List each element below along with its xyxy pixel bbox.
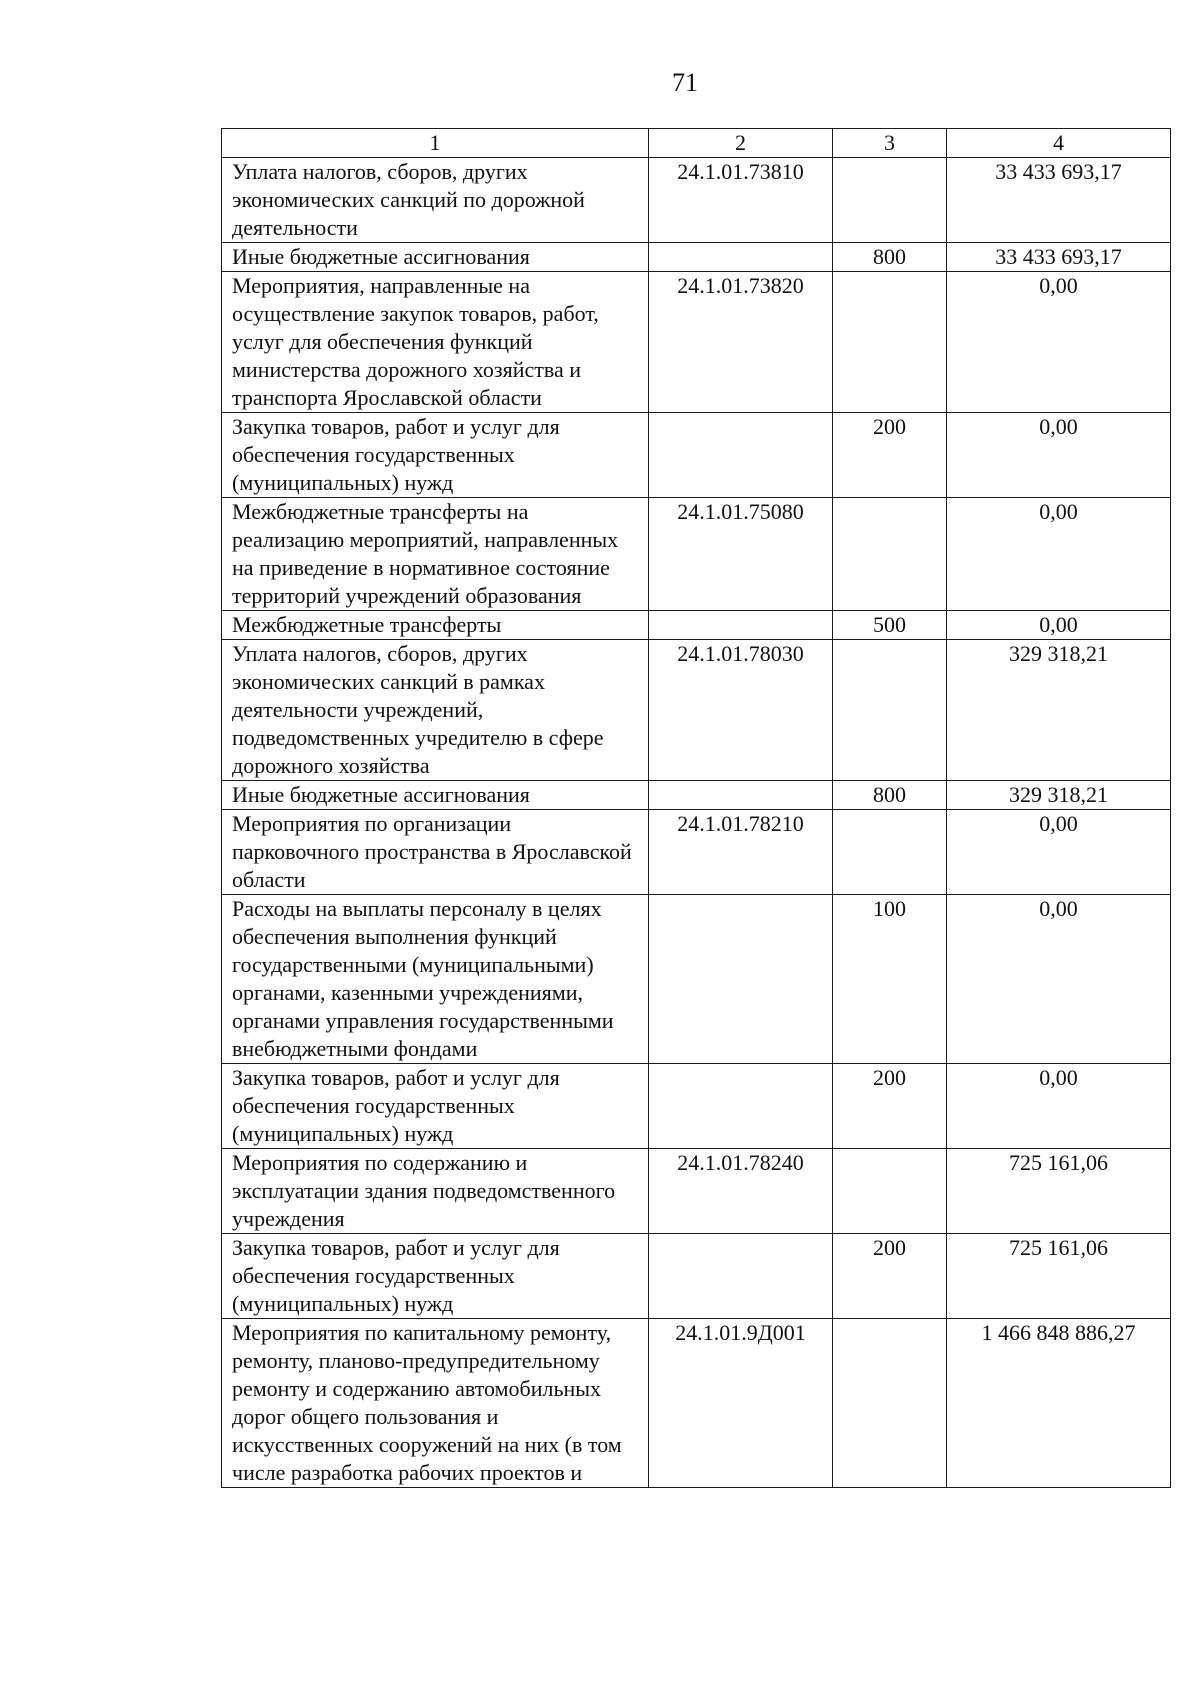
row-type: 200: [833, 413, 947, 498]
table-row: [222, 272, 1171, 413]
table-row: [222, 640, 1171, 781]
row-type: 200: [833, 1234, 947, 1319]
row-name: Расходы на выплаты персоналу в целях обеспечения выполнения функций государственными (муниципальными) органами, казенными учреждениями, органами управления государственными внебюджетными фондами: [222, 895, 649, 1064]
row-type: [833, 810, 947, 895]
row-type: 800: [833, 781, 947, 810]
row-name: Иные бюджетные ассигнования: [222, 781, 649, 810]
row-type: [833, 498, 947, 611]
budget-table: [221, 128, 1171, 1488]
header-col-1: 1: [222, 129, 649, 158]
row-type: [833, 158, 947, 243]
row-amount: 0,00: [947, 810, 1171, 895]
table-row: [222, 1149, 1171, 1234]
row-type: 200: [833, 1064, 947, 1149]
row-name: Уплата налогов, сборов, других экономических санкций по дорожной деятельности: [222, 158, 649, 243]
table-row: [222, 895, 1171, 1064]
row-code: 24.1.01.78210: [649, 810, 833, 895]
row-code: [649, 243, 833, 272]
row-name: Иные бюджетные ассигнования: [222, 243, 649, 272]
table-row: [222, 158, 1171, 243]
row-name: Закупка товаров, работ и услуг для обеспечения государственных (муниципальных) нужд: [222, 1234, 649, 1319]
row-type: 500: [833, 611, 947, 640]
header-col-4: 4: [947, 129, 1171, 158]
row-name: Межбюджетные трансферты: [222, 611, 649, 640]
table-row: [222, 413, 1171, 498]
table-row: [222, 1064, 1171, 1149]
row-code: 24.1.01.75080: [649, 498, 833, 611]
row-name: Уплата налогов, сборов, других экономических санкций в рамках деятельности учреждений, подведомственных учредителю в сфере дорожного хозяйства: [222, 640, 649, 781]
row-name: Мероприятия по капитальному ремонту, ремонту, планово-предупредительному ремонту и содержанию автомобильных дорог общего пользования и искусственных сооружений на них (в том числе разработка рабочих проектов и: [222, 1319, 649, 1488]
row-code: 24.1.01.73820: [649, 272, 833, 413]
row-name: Межбюджетные трансферты на реализацию мероприятий, направленных на приведение в нормативное состояние территорий учреждений образования: [222, 498, 649, 611]
row-amount: 0,00: [947, 1064, 1171, 1149]
row-code: 24.1.01.73810: [649, 158, 833, 243]
row-amount: 725 161,06: [947, 1234, 1171, 1319]
row-amount: 33 433 693,17: [947, 158, 1171, 243]
table-row: [222, 611, 1171, 640]
row-name: Закупка товаров, работ и услуг для обеспечения государственных (муниципальных) нужд: [222, 413, 649, 498]
row-code: 24.1.01.78240: [649, 1149, 833, 1234]
row-code: 24.1.01.9Д001: [649, 1319, 833, 1488]
row-amount: 0,00: [947, 498, 1171, 611]
header-row: [222, 129, 1171, 158]
header-col-2: 2: [649, 129, 833, 158]
row-type: 800: [833, 243, 947, 272]
row-amount: 0,00: [947, 895, 1171, 1064]
row-amount: 33 433 693,17: [947, 243, 1171, 272]
row-amount: 0,00: [947, 611, 1171, 640]
row-code: [649, 781, 833, 810]
row-amount: 1 466 848 886,27: [947, 1319, 1171, 1488]
row-code: [649, 413, 833, 498]
row-name: Закупка товаров, работ и услуг для обеспечения государственных (муниципальных) нужд: [222, 1064, 649, 1149]
row-amount: 0,00: [947, 413, 1171, 498]
table-row: [222, 781, 1171, 810]
row-name: Мероприятия по содержанию и эксплуатации здания подведомственного учреждения: [222, 1149, 649, 1234]
row-name: Мероприятия по организации парковочного пространства в Ярославской области: [222, 810, 649, 895]
row-type: [833, 1149, 947, 1234]
row-amount: 329 318,21: [947, 781, 1171, 810]
row-code: [649, 1234, 833, 1319]
row-code: [649, 1064, 833, 1149]
table-row: [222, 498, 1171, 611]
table-row: [222, 1234, 1171, 1319]
row-amount: 0,00: [947, 272, 1171, 413]
row-type: 100: [833, 895, 947, 1064]
row-code: 24.1.01.78030: [649, 640, 833, 781]
row-code: [649, 611, 833, 640]
header-col-3: 3: [833, 129, 947, 158]
table-row: [222, 243, 1171, 272]
row-amount: 725 161,06: [947, 1149, 1171, 1234]
table-row: [222, 810, 1171, 895]
table-row: [222, 1319, 1171, 1488]
row-name: Мероприятия, направленные на осуществление закупок товаров, работ, услуг для обеспечения функций министерства дорожного хозяйства и транспорта Ярославской области: [222, 272, 649, 413]
row-type: [833, 640, 947, 781]
page-number: 71: [672, 68, 698, 97]
row-type: [833, 272, 947, 413]
row-type: [833, 1319, 947, 1488]
row-code: [649, 895, 833, 1064]
row-amount: 329 318,21: [947, 640, 1171, 781]
